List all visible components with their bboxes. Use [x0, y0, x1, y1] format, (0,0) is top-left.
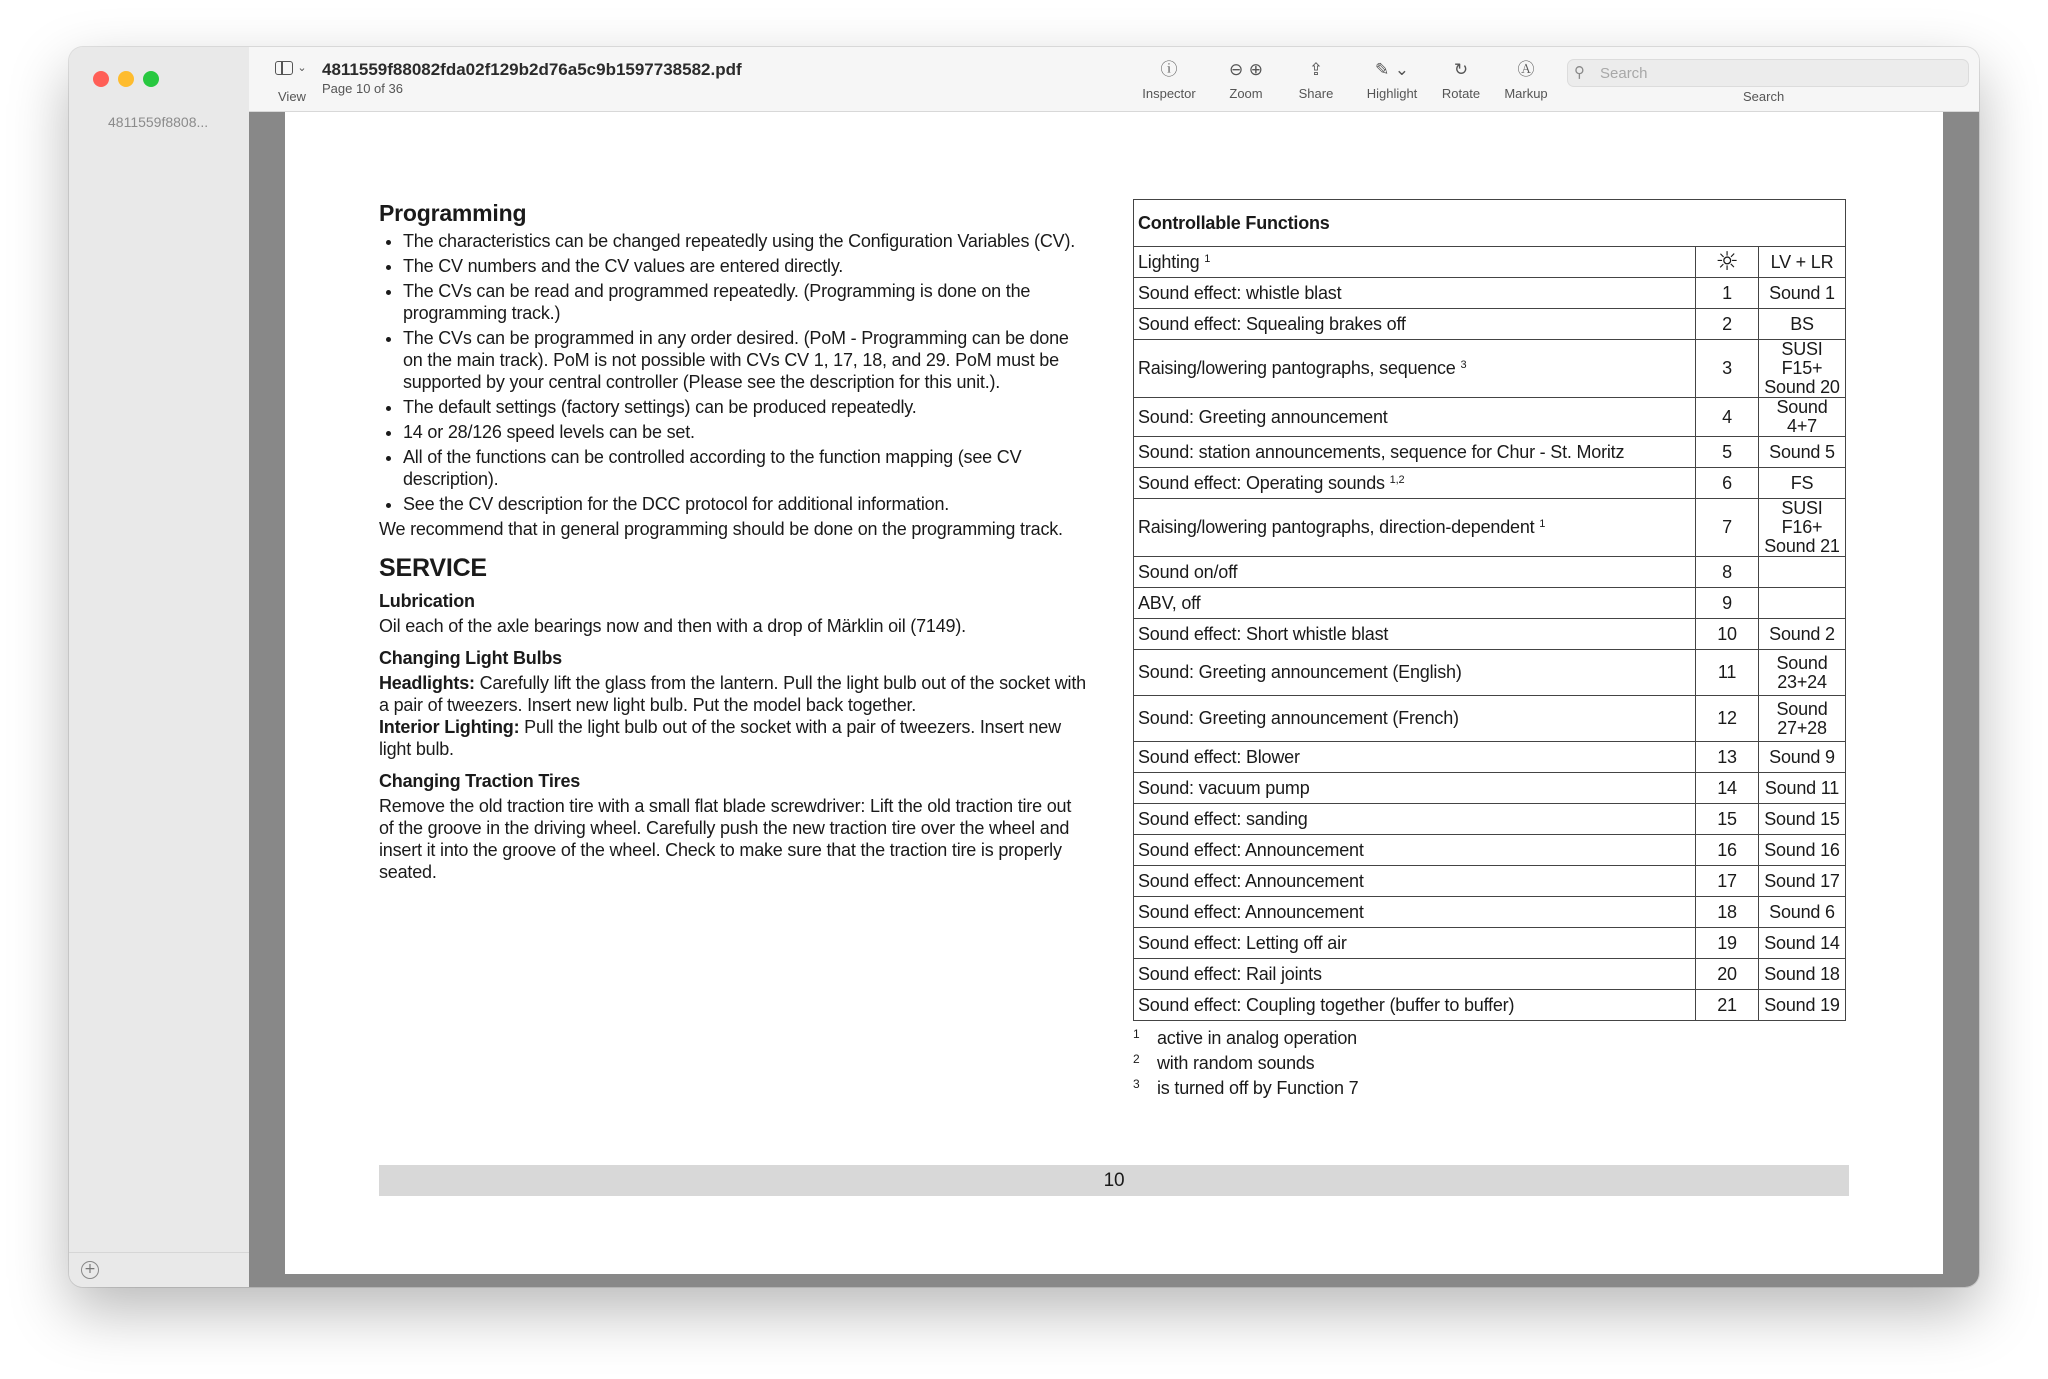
programming-heading: Programming — [379, 200, 527, 226]
programming-list — [379, 230, 1089, 515]
sound-cell: Sound 23+24 — [1759, 650, 1846, 696]
table-row — [1134, 398, 1846, 437]
zoom-label: Zoom — [1229, 86, 1263, 101]
sound-cell: BS — [1759, 309, 1846, 340]
search-icon: ⚲ — [1574, 63, 1585, 81]
light-bulbs-heading: Changing Light Bulbs — [379, 648, 562, 668]
traction-tires-heading: Changing Traction Tires — [379, 771, 581, 791]
footnote — [1133, 1051, 1846, 1076]
function-number: 5 — [1696, 437, 1759, 468]
inspector-button[interactable] — [1136, 59, 1202, 107]
share-icon: ⇪ — [1308, 60, 1324, 80]
function-number: 20 — [1696, 959, 1759, 990]
search-field[interactable] — [1567, 59, 1969, 87]
sun-icon: ☼ — [1715, 247, 1739, 277]
sound-cell: Sound 14 — [1759, 928, 1846, 959]
pdf-page — [285, 112, 1943, 1274]
table-row — [1134, 897, 1846, 928]
function-label: Sound effect: whistle blast — [1134, 278, 1696, 309]
list-item: • See the CV description for the DCC protocol for additional information. — [403, 493, 1089, 515]
function-number: 16 — [1696, 835, 1759, 866]
table-row — [1134, 959, 1846, 990]
footnote-text: active in analog operation — [1157, 1028, 1357, 1048]
sound-cell: Sound 19 — [1759, 990, 1846, 1021]
toolbar — [249, 47, 1979, 112]
function-number: 18 — [1696, 897, 1759, 928]
table-header-row — [1134, 200, 1846, 247]
function-number: 19 — [1696, 928, 1759, 959]
headlights-label: Headlights: — [379, 673, 475, 693]
function-label: Sound: station announcements, sequence for Chur - St. Moritz — [1134, 437, 1696, 468]
inspector-label: Inspector — [1142, 86, 1196, 101]
sound-cell: SUSI F16+ Sound 21 — [1759, 499, 1846, 557]
table-row — [1134, 650, 1846, 696]
list-item: • The CVs can be read and programmed repeatedly. (Programming is done on the programming track.) — [403, 280, 1089, 324]
sound-cell — [1759, 588, 1846, 619]
sound-cell: Sound 9 — [1759, 742, 1846, 773]
sound-cell: FS — [1759, 468, 1846, 499]
function-label: Sound effect: sanding — [1134, 804, 1696, 835]
thumbnail-sidebar — [69, 47, 250, 1287]
sound-cell: Sound 17 — [1759, 866, 1846, 897]
table-row — [1134, 557, 1846, 588]
page-thumbnail-label[interactable]: 4811559f8808... — [108, 114, 209, 130]
sound-cell: Sound 6 — [1759, 897, 1846, 928]
share-label: Share — [1298, 86, 1334, 101]
search-label: Search — [1743, 89, 1785, 104]
table-row — [1134, 619, 1846, 650]
view-label: View — [278, 89, 306, 104]
footnote-text: is turned off by Function 7 — [1157, 1078, 1359, 1098]
table-row — [1134, 696, 1846, 742]
table-row — [1134, 437, 1846, 468]
function-label: Sound effect: Squealing brakes off — [1134, 309, 1696, 340]
headlights-paragraph — [379, 672, 1089, 716]
functions-table — [1133, 199, 1846, 1021]
function-label: Sound effect: Operating sounds $^{1,2}$ — [1134, 468, 1696, 499]
footnote-text: with random sounds — [1157, 1053, 1315, 1073]
function-number: 13 — [1696, 742, 1759, 773]
footnote-number: 1 — [1133, 1027, 1140, 1041]
footnote — [1133, 1076, 1846, 1101]
highlight-icon: ✎ ⌄ — [1375, 60, 1409, 80]
function-label: Sound effect: Coupling together (buffer to buffer) — [1134, 990, 1696, 1021]
headlights-text: Carefully lift the glass from the lantern. Pull the light bulb out of the socket with a pair of tweezers. Insert new light bulb. Put the model back together. — [379, 673, 1086, 715]
table-row — [1134, 990, 1846, 1021]
highlight-button[interactable] — [1359, 59, 1425, 107]
sound-cell — [1759, 557, 1846, 588]
function-label: Sound: Greeting announcement (French) — [1134, 696, 1696, 742]
page-indicator: Page 10 of 36 — [322, 81, 403, 96]
function-label: Sound effect: Announcement — [1134, 866, 1696, 897]
function-number: 11 — [1696, 650, 1759, 696]
markup-icon: Ⓐ — [1517, 60, 1535, 80]
function-number: 7 — [1696, 499, 1759, 557]
footnote — [1133, 1026, 1846, 1051]
chevron-down-icon: ⌄ — [297, 61, 307, 75]
interior-lighting-text: Pull the light bulb out of the socket with a pair of tweezers. Insert new light bulb. — [379, 717, 1061, 759]
sound-cell: Sound 11 — [1759, 773, 1846, 804]
function-number: 9 — [1696, 588, 1759, 619]
function-label: Sound on/off — [1134, 557, 1696, 588]
sound-cell: Sound 5 — [1759, 437, 1846, 468]
page-number-bar — [379, 1165, 1849, 1196]
sound-cell: Sound 18 — [1759, 959, 1846, 990]
sound-cell: Sound 15 — [1759, 804, 1846, 835]
function-number: 2 — [1696, 309, 1759, 340]
function-number: 1 — [1696, 278, 1759, 309]
function-label: Sound: Greeting announcement — [1134, 398, 1696, 437]
footnote-number: 3 — [1133, 1077, 1140, 1091]
sound-cell: Sound 1 — [1759, 278, 1846, 309]
function-number: 3 — [1696, 340, 1759, 398]
sound-cell: Sound 4+7 — [1759, 398, 1846, 437]
footnotes — [1133, 1026, 1846, 1101]
zoom-button[interactable] — [1216, 59, 1276, 107]
table-row — [1134, 804, 1846, 835]
service-heading: SERVICE — [379, 554, 487, 582]
close-button[interactable] — [93, 71, 109, 87]
markup-label: Markup — [1504, 86, 1548, 101]
markup-button[interactable] — [1499, 59, 1553, 107]
sidebar-icon — [275, 61, 293, 75]
function-number: 17 — [1696, 866, 1759, 897]
view-menu-button[interactable] — [271, 59, 311, 107]
share-button[interactable] — [1291, 59, 1341, 107]
table-row — [1134, 773, 1846, 804]
function-number: 6 — [1696, 468, 1759, 499]
lubrication-text: Oil each of the axle bearings now and then with a drop of Märklin oil (7149). — [379, 616, 966, 636]
function-number: 14 — [1696, 773, 1759, 804]
table-row — [1134, 835, 1846, 866]
interior-lighting-paragraph — [379, 716, 1089, 760]
function-label: Sound effect: Short whistle blast — [1134, 619, 1696, 650]
lighting-function-cell — [1696, 247, 1759, 278]
text-column — [379, 200, 1089, 883]
info-icon: ⓘ — [1160, 60, 1178, 80]
traction-tires-text: Remove the old traction tire with a small flat blade screwdriver: Lift the old traction tire out of the groove in the driving wheel. Carefully push the new traction tire over the wheel and insert it into the groove of the wheel. Check to make sure that the traction tire is properly seated. — [379, 796, 1072, 882]
function-number: 10 — [1696, 619, 1759, 650]
zoom-icon: ⊖ ⊕ — [1229, 60, 1263, 80]
interior-lighting-label: Interior Lighting: — [379, 717, 520, 737]
document-title: 4811559f88082fda02f129b2d76a5c9b1597738582.pdf — [322, 60, 742, 79]
add-icon[interactable]: + — [81, 1261, 99, 1279]
function-number: 15 — [1696, 804, 1759, 835]
document-viewport[interactable] — [249, 112, 1979, 1287]
sound-cell: SUSI F15+ Sound 20 — [1759, 340, 1846, 398]
search-placeholder: Search — [1600, 65, 1648, 82]
table-row — [1134, 588, 1846, 619]
rotate-button[interactable] — [1436, 59, 1486, 107]
list-item: • The characteristics can be changed repeatedly using the Configuration Variables (CV). — [403, 230, 1089, 252]
fullscreen-button[interactable] — [143, 71, 159, 87]
function-label: Raising/lowering pantographs, direction-dependent $^1$ — [1134, 499, 1696, 557]
function-label: Sound: vacuum pump — [1134, 773, 1696, 804]
function-label: ABV, off — [1134, 588, 1696, 619]
list-item: • All of the functions can be controlled according to the function mapping (see CV description). — [403, 446, 1089, 490]
function-label: Sound effect: Announcement — [1134, 835, 1696, 866]
list-item: • The CV numbers and the CV values are entered directly. — [403, 255, 1089, 277]
table-row — [1134, 309, 1846, 340]
function-label: Lighting $^1$ — [1134, 247, 1696, 278]
rotate-icon: ↻ — [1453, 60, 1469, 80]
function-label: Sound effect: Blower — [1134, 742, 1696, 773]
table-row — [1134, 742, 1846, 773]
list-item: • The default settings (factory settings) can be produced repeatedly. — [403, 396, 1089, 418]
table-row — [1134, 928, 1846, 959]
table-row — [1134, 499, 1846, 557]
function-number: 12 — [1696, 696, 1759, 742]
highlight-label: Highlight — [1366, 86, 1418, 101]
table-row — [1134, 468, 1846, 499]
functions-table-section — [1133, 199, 1846, 1101]
footnote-number: 2 — [1133, 1052, 1140, 1066]
sidebar-footer — [69, 1252, 249, 1287]
sound-cell: Sound 27+28 — [1759, 696, 1846, 742]
function-number: 8 — [1696, 557, 1759, 588]
table-row — [1134, 866, 1846, 897]
function-label: Sound: Greeting announcement (English) — [1134, 650, 1696, 696]
table-row — [1134, 340, 1846, 398]
list-item: • 14 or 28/126 speed levels can be set. — [403, 421, 1089, 443]
minimize-button[interactable] — [118, 71, 134, 87]
list-item: • The CVs can be programmed in any order desired. (PoM - Programming can be done on the main track). PoM is not possible with CVs CV 1, 17, 18, and 29. PoM must be supported by your central controller (Please see the description for this unit.). — [403, 327, 1089, 393]
page-number: 10 — [1103, 1170, 1125, 1191]
function-label: Sound effect: Announcement — [1134, 897, 1696, 928]
sound-cell: LV + LR — [1759, 247, 1846, 278]
function-number: 21 — [1696, 990, 1759, 1021]
table-row — [1134, 247, 1846, 278]
table-row — [1134, 278, 1846, 309]
table-title: Controllable Functions — [1134, 200, 1846, 247]
function-label: Raising/lowering pantographs, sequence $^3$ — [1134, 340, 1696, 398]
sound-cell: Sound 2 — [1759, 619, 1846, 650]
function-label: Sound effect: Rail joints — [1134, 959, 1696, 990]
rotate-label: Rotate — [1441, 86, 1481, 101]
function-number: 4 — [1696, 398, 1759, 437]
preview-window — [69, 47, 1979, 1287]
function-label: Sound effect: Letting off air — [1134, 928, 1696, 959]
lubrication-heading: Lubrication — [379, 591, 475, 611]
programming-recommendation: We recommend that in general programming should be done on the programming track. — [379, 519, 1063, 539]
sound-cell: Sound 16 — [1759, 835, 1846, 866]
